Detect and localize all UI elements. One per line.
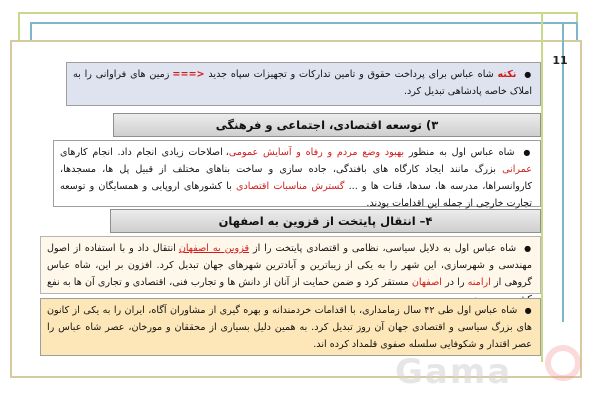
bullet-icon: ● [524,244,532,253]
econ-highlight-2: عمرانی [502,164,532,175]
econ-text-1: شاه عباس اول به منظور [404,147,515,158]
page-number-text: 11 [552,53,568,67]
capital-highlight-2: ارامنه [467,277,491,288]
section-3-heading [113,113,541,137]
econ-highlight-3: گسترش مناسبات اقتصادی [236,181,345,192]
bullet-icon: ● [524,306,532,315]
page-number [541,44,579,76]
note-block [66,62,541,106]
reign-summary-block [40,298,541,356]
reign-text: شاه عباس اول طی ۴۲ سال زمامداری، با اقدامات خردمندانه و بهره گیری از مشاوران آگاه، ایران را به یکی از کانون های بزرگ سیاسی و اقتصادی جهان آن روز تبدیل کرد. به همین دلیل بسیاری از محققان و مورخان، عصر شاه عباس را عصر اقتدار و شکوفایی سلسله صفوی قلمداد کرده اند. [47,305,532,350]
note-arrow: <=== [172,69,205,80]
capital-highlight-1: قزوین به اصفهان [178,243,250,254]
capital-text-2: انتقال داد و با استفاده از اصول مهندسی و شهرسازی، این شهر را به یکی از زیباترین و آبادترین شهرهای جهان تبدیل کرد. افزون بر این، شاه عباس گروهی از [47,243,533,288]
econ-highlight-1: بهبود وضع مردم و رفاه و آسایش عمومی [228,147,405,158]
capital-transfer-block [40,236,541,294]
section-3-title: ۳) توسعه اقتصادی، اجتماعی و فرهنگی [215,118,439,132]
bullet-icon: ● [524,70,532,79]
economic-development-block [53,140,541,207]
section-4-heading [110,209,541,233]
watermark-ring-icon [545,345,581,381]
watermark-logo [395,352,512,392]
watermark-text: Gama [395,352,513,392]
econ-text-4: با کشورهای اروپایی و همسایگان و توسعه تجارت خارجی از جمله این اقدامات بودند. [60,181,532,209]
econ-text-2: ، اصلاحات زیادی انجام داد. انجام کارهای [60,147,229,158]
capital-highlight-3: اصفهان [411,277,442,288]
econ-text-3: بزرگ مانند ایجاد کارگاه های بافندگی، جاده سازی و ساخت بناهای مختلف از قبیل پل ها، مسجدها، کاروانسراها، مدرسه ها، سدها، قنات ها و ... [60,164,532,192]
bullet-icon: ● [523,148,532,157]
capital-text-1: شاه عباس اول به دلایل سیاسی، نظامی و اقتصادی پایتخت را از [249,243,517,254]
note-text-1: شاه عباس برای پرداخت حقوق و تامین تدارکات و تجهیزات سپاه جدید [204,69,498,80]
section-4-title: ۴– انتقال پایتخت از قزوین به اصفهان [218,214,433,228]
note-text-2: زمین های فراوانی را به املاک خاصه پادشاهی تبدیل کرد. [73,69,532,97]
capital-text-3: را در [441,277,468,288]
note-lead: نکته [497,69,517,80]
capital-text-4: مستقر کرد و ضمن حمایت از آنان از دانش ها و تجارب فنی، اقتصادی و تجاری آن ها به نفع [47,277,409,288]
